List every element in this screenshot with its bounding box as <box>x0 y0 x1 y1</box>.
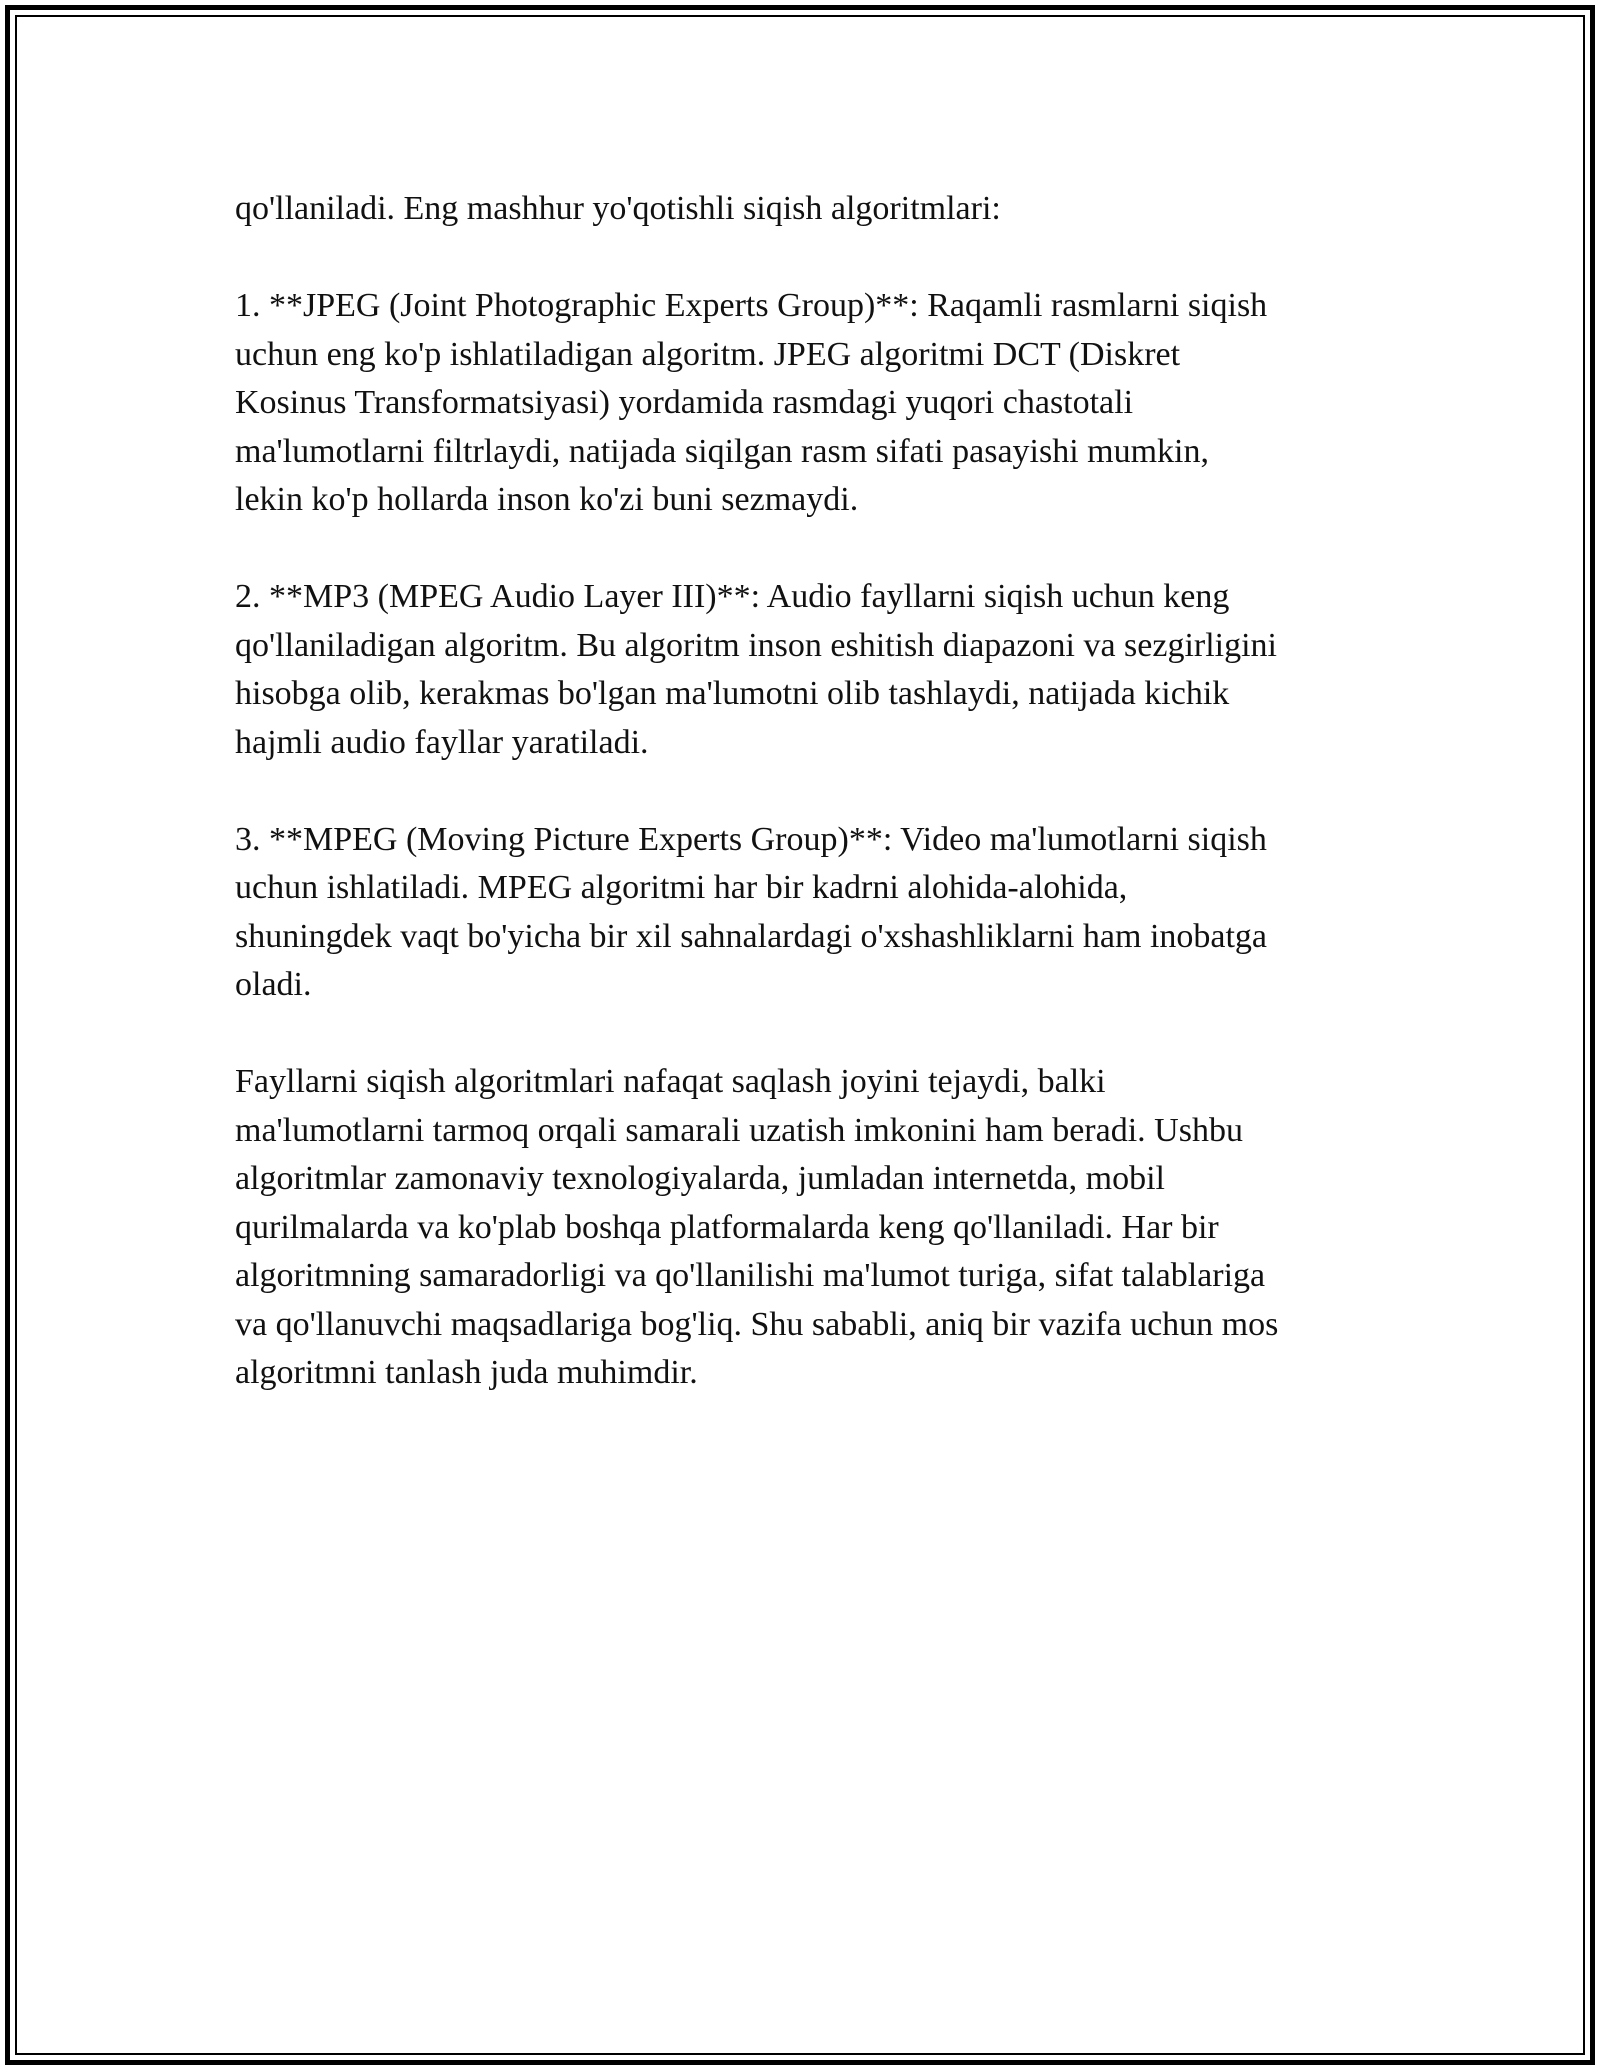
text-line: hisobga olib, kerakmas bo'lgan ma'lumotni olib tashlaydi, natijada kichik <box>235 675 1230 712</box>
mpeg-list-item <box>235 816 1385 1010</box>
text-line: hajmli audio fayllar yaratiladi. <box>235 723 649 761</box>
text-line: 2. **MP3 (MPEG Audio Layer III)**: Audio fayllarni siqish uchun keng <box>235 578 1230 615</box>
conclusion-paragraph <box>235 1058 1385 1398</box>
jpeg-list-item <box>235 282 1385 525</box>
document-body <box>235 185 1385 1446</box>
text-line: uchun ishlatiladi. MPEG algoritmi har bir kadrni alohida-alohida, <box>235 869 1128 906</box>
mp3-list-item <box>235 573 1385 767</box>
text-line: Kosinus Transformatsiyasi) yordamida rasmdagi yuqori chastotali <box>235 384 1134 421</box>
text-line: qo'llaniladi. Eng mashhur yo'qotishli siqish algoritmlari: <box>235 190 1001 227</box>
text-line: algoritmning samaradorligi va qo'llanilishi ma'lumot turiga, sifat talablariga <box>235 1257 1266 1294</box>
text-line: algoritmni tanlash juda muhimdir. <box>235 1354 698 1391</box>
text-line: 1. **JPEG (Joint Photographic Experts Group)**: Raqamli rasmlarni siqish <box>235 287 1268 324</box>
text-line: oladi. <box>235 966 312 1003</box>
text-line: qurilmalarda va ko'plab boshqa platformalarda keng qo'llaniladi. Har bir <box>235 1208 1219 1246</box>
text-line: shuningdek vaqt bo'yicha bir xil sahnalardagi o'xshashliklarni ham inobatga <box>235 917 1268 955</box>
text-line: va qo'llanuvchi maqsadlariga bog'liq. Shu sababli, aniq bir vazifa uchun mos <box>235 1305 1279 1343</box>
text-line: ma'lumotlarni filtrlaydi, natijada siqilgan rasm sifati pasayishi mumkin, <box>235 432 1209 470</box>
text-line: Fayllarni siqish algoritmlari nafaqat saqlash joyini tejaydi, balki <box>235 1063 1106 1100</box>
intro-paragraph <box>235 185 1385 234</box>
text-line: uchun eng ko'p ishlatiladigan algoritm. JPEG algoritmi DCT (Diskret <box>235 335 1181 373</box>
text-line: 3. **MPEG (Moving Picture Experts Group)**: Video ma'lumotlarni siqish <box>235 820 1267 858</box>
text-line: lekin ko'p hollarda inson ko'zi buni sezmaydi. <box>235 481 859 518</box>
text-line: algoritmlar zamonaviy texnologiyalarda, jumladan internetda, mobil <box>235 1160 1165 1197</box>
text-line: ma'lumotlarni tarmoq orqali samarali uzatish imkonini ham beradi. Ushbu <box>235 1111 1243 1149</box>
text-line: qo'llaniladigan algoritm. Bu algoritm inson eshitish diapazoni va sezgirligini <box>235 626 1277 664</box>
